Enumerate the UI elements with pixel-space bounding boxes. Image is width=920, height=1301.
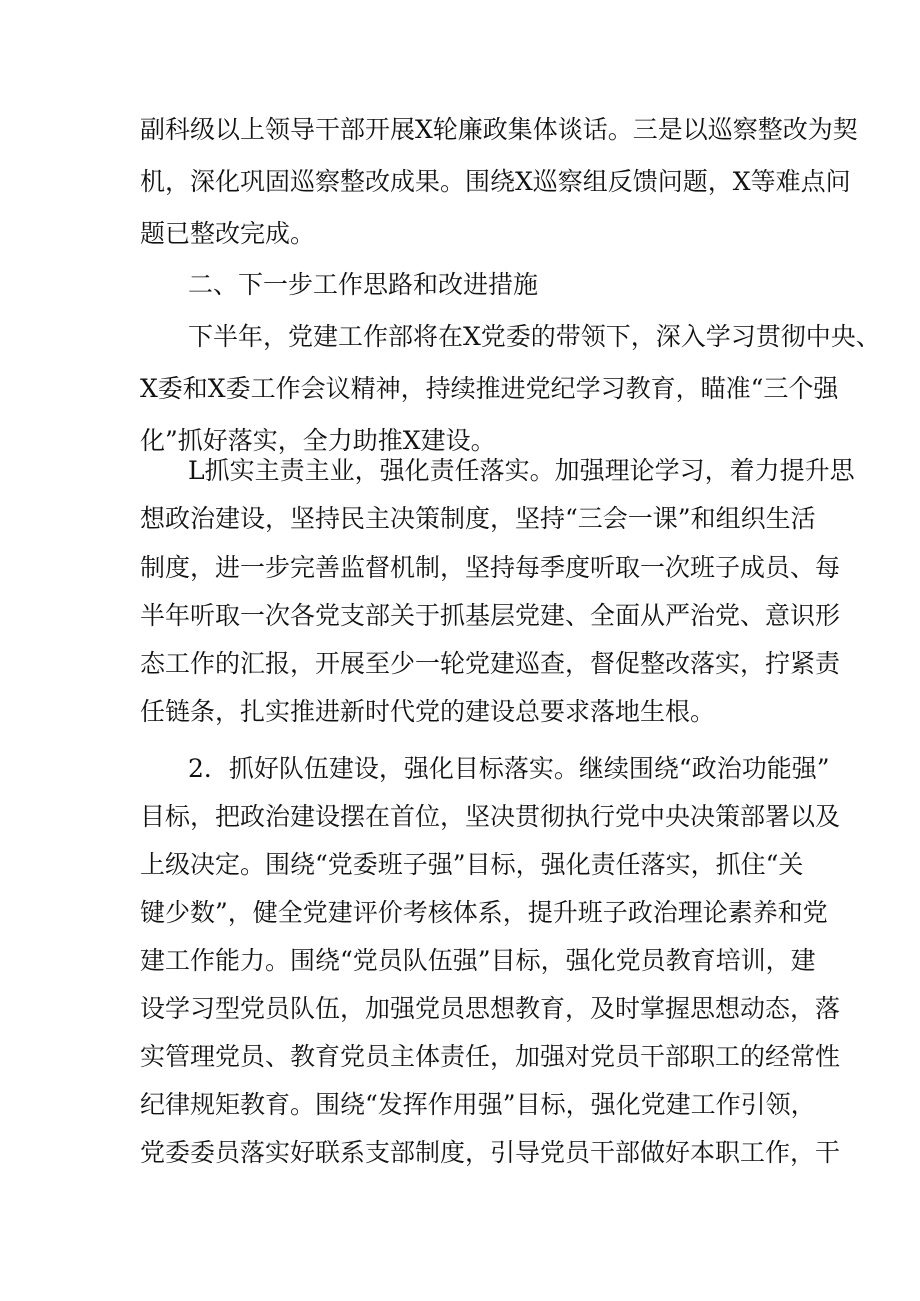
paragraph-line: 态工作的汇报，开展至少一轮党建巡查，督促整改落实，拧紧责 — [140, 649, 841, 678]
paragraph-line: 2．抓好队伍建设，强化目标落实。继续围绕“政治功能强” — [188, 754, 830, 783]
paragraph-line: 机，深化巩固巡察整改成果。围绕X巡察组反馈问题，X等难点问 — [140, 167, 851, 196]
paragraph-line: 目标，把政治建设摆在首位，坚决贯彻执行党中央决策部署以及 — [140, 802, 841, 831]
paragraph-line: 建工作能力。围绕“党员队伍强”目标，强化党员教育培训，建 — [140, 946, 816, 975]
paragraph-line: 纪律规矩教育。围绕“发挥作用强”目标，强化党建工作引领， — [140, 1090, 816, 1119]
paragraph-line: X委和X委工作会议精神，持续推进党纪学习教育，瞄准“三个强 — [140, 374, 839, 403]
paragraph-line: 半年听取一次各党支部关于抓基层党建、全面从严治党、意识形 — [140, 601, 841, 630]
paragraph-line: 副科级以上领导干部开展X轮廉政集体谈话。三是以巡察整改为契 — [140, 115, 858, 144]
paragraph-line: 下半年，党建工作部将在X党委的带领下，深入学习贯彻中央、 — [188, 322, 881, 351]
section-heading: 二、下一步工作思路和改进措施 — [188, 270, 539, 299]
paragraph-line: L抓实主责主业，强化责任落实。加强理论学习，着力提升思 — [188, 456, 855, 485]
paragraph-line: 键少数”，健全党建评价考核体系，提升班子政治理论素养和党 — [140, 898, 828, 927]
paragraph-line: 任链条，扎实推进新时代党的建设总要求落地生根。 — [140, 697, 716, 726]
paragraph-line: 题已整改完成。 — [140, 219, 316, 248]
paragraph-line: 上级决定。围绕“党委班子强”目标，强化责任落实，抓住“关 — [140, 850, 804, 879]
paragraph-line: 化”抓好落实，全力助推X建设。 — [140, 426, 496, 455]
paragraph-line: 制度，进一步完善监督机制，坚持每季度听取一次班子成员、每 — [140, 553, 841, 582]
paragraph-line: 想政治建设，坚持民主决策制度，坚持“三会一课”和组织生活 — [140, 504, 816, 533]
paragraph-line: 设学习型党员队伍，加强党员思想教育，及时掌握思想动态，落 — [140, 994, 841, 1023]
paragraph-line: 党委委员落实好联系支部制度，引导党员干部做好本职工作，干 — [140, 1138, 841, 1167]
paragraph-line: 实管理党员、教育党员主体责任，加强对党员干部职工的经常性 — [140, 1042, 841, 1071]
